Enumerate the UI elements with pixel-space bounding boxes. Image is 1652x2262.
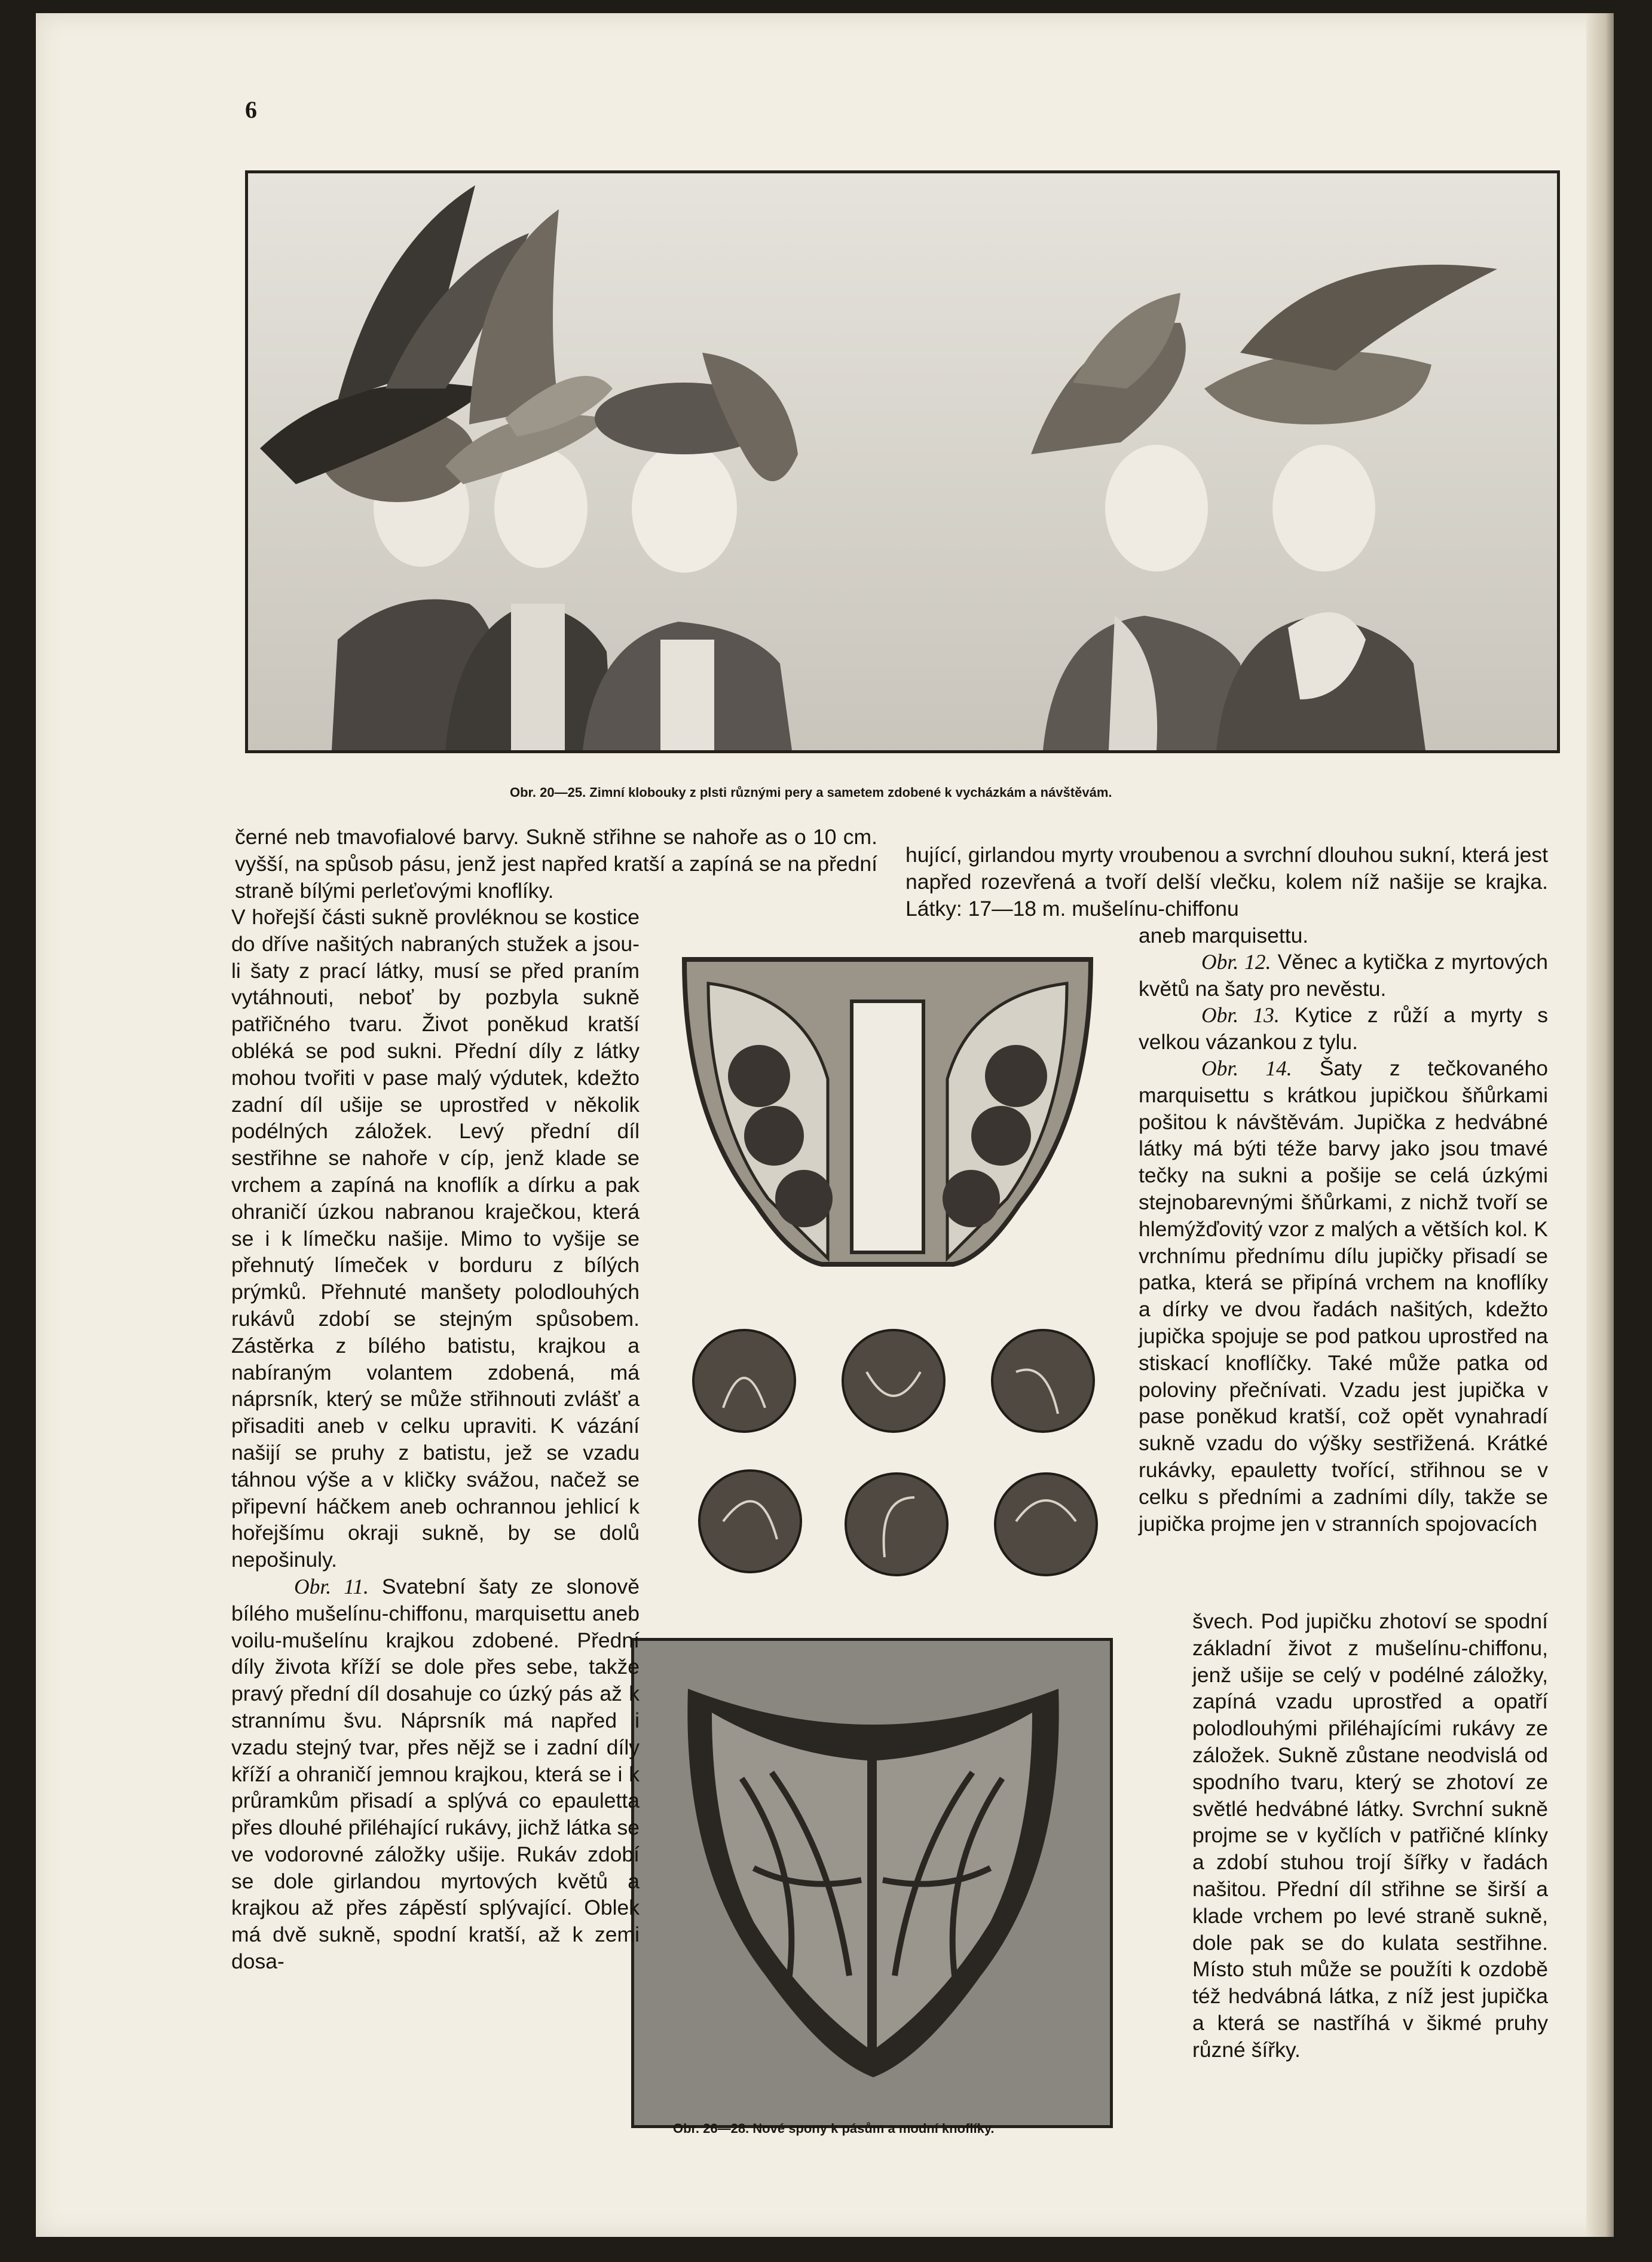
right-column-tail xyxy=(1192,1608,1548,2064)
buckle-illustration-upper xyxy=(672,947,1103,1282)
right-lead-end: aneb marquisettu. xyxy=(1139,924,1309,947)
right-lead-paragraph: hující, girlandou myrty vroubenou a svrchní dlouhou sukní, která jest napřed rozevřená a tvoří delší vlečku, kolem níž našije se krajka. Látky: 17—18 m. mušelínu-chiffonu xyxy=(905,843,1548,921)
obr13-text: Kytice z růží a myrty s velkou vázankou z tylu. xyxy=(1139,1003,1548,1054)
page-number: 6 xyxy=(245,96,257,123)
obr14-block xyxy=(1139,1055,1548,1537)
obr14-paragraph xyxy=(1139,1055,1548,1537)
right-column-lead xyxy=(905,842,1548,922)
obr11-paragraph xyxy=(231,1573,640,1975)
obr14-label: Obr. 14. xyxy=(1201,1056,1292,1080)
obr13-label: Obr. 13. xyxy=(1201,1003,1280,1027)
left-body-paragraph: V hořejší části sukně provléknou se kostice do dříve našitých nabraných stužek a jsou-li šaty z prací látky, musí se před praním vytáhnouti, neboť by pozbyla sukně patřičného tvaru. Život poněkud kratší obléká se pod sukni. Přední díly z látky mohou tvořiti v pase malý výdutek, kdežto zadní díl ušije se uprostřed v několik podélných záložek. Levý přední díl sestřihne se nahoře v cíp, jenž klade se vrchem a zapíná na knoflík a dírku a pak ohraničí úzkou nabranou kraječkou, která se i k límečku našije. Mimo to vyšije se přehnutý límeček v borduru z bílých prýmků. Přehnuté manšety polodlouhých rukávů zdobí se stejným spůsobem. Zástěrka z bílého batistu, krajkou a nabíraným volantem zdobená, má náprsník, který se může střihnouti zvlášť a přisaditi aneb v celku upraviti. K vázání našijí se pruhy z batistu, jež se vzadu táhnou výše a v kličky svážou, načež se připevní háčkem aneb ochrannou jehlicí k hořejšímu okraji sukně, by se dolů nepošinuly. xyxy=(231,905,640,1572)
hats-figure-caption: Obr. 20—25. Zimní klobouky z plsti různými pery a sametem zdobené k vycházkám a návštěvám. xyxy=(510,785,1112,800)
hats-drawing xyxy=(248,173,1557,750)
obr13-paragraph xyxy=(1139,1002,1548,1056)
obr13-block xyxy=(1139,1002,1548,1056)
obr12-paragraph xyxy=(1139,949,1548,1002)
obr12-label: Obr. 12. xyxy=(1201,950,1271,974)
hats-illustration xyxy=(245,170,1560,753)
obr14-text: Šaty z tečkovaného marquisettu s krátkou jupičkou šňůrkami pošitou k návštěvám. Jupička z hedvábné látky má býti téže barvy jako jsou tmavé tečky na sukni a pošije se celá úzkými stejnobarevnými šňůrkami, z nichž tvoří se hlemýžďovitý vzor z malých a větších kol. K vrchnímu přednímu dílu jupičky přisadí se patka, která se připíná vrchem na knoflíky a dírky ve dvou řadách našitých, kdežto jupička spojuje se pod patkou uprostřed na stiskací knoflíčky. Také může patka od poloviny přečnívati. Vzadu jest jupička v pase poněkud kratší, což opět vynahradí sukně vzadu do výšky sestřižená. Krátké rukávky, epauletty tvořící, střihnou se v celku s předními a zadními díly, takže se jupička projme jen v stranních spojovacích xyxy=(1139,1056,1548,1536)
right-column-lead-end xyxy=(1139,922,1548,949)
obr12-block xyxy=(1139,949,1548,1002)
left-column-lead xyxy=(235,824,877,904)
buckle-photograph xyxy=(631,1638,1113,2128)
obr12-text: Věnec a kytička z myrtových květů na šaty pro nevěstu. xyxy=(1139,950,1548,1001)
buttons-illustration xyxy=(687,1324,1100,1581)
page-gutter-shadow xyxy=(1586,13,1614,2237)
obr11-label: Obr. 11. xyxy=(294,1574,369,1598)
left-column-body xyxy=(231,904,640,1975)
left-lead-paragraph: černé neb tmavofialové barvy. Sukně střihne se nahoře as o 10 cm. vyšší, na spůsob pásu, jenž jest napřed kratší a zapíná se na přední straně bílými perleťovými knoflíky. xyxy=(235,825,877,903)
right-tail-paragraph: švech. Pod jupičku zhotoví se spodní základní život z mušelínu-chiffonu, jenž ušije se celý v podélné záložky, zapíná vzadu uprostřed a opatří polodlouhými přiléhajícími rukávy ze záložek. Sukně zůstane neodvislá od spodního tvaru, který se zhotoví ze světlé hedvábné látky. Svrchní sukně projme se v kyčlích v patřičné klínky a zdobí stuhou trojí šířky v řadách našitou. Přední díl střihne se širší a klade vrchem po levé straně sukně, dole pak se do kulata sestřihne. Místo stuh může se použíti k ozdobě též hedvábná látka, z níž jest jupička a která se nastříhá v šikmé pruhy různé šířky. xyxy=(1192,1609,1548,2062)
buckles-figure-caption: Obr. 26—28. Nové spony k pásům a modní knoflíky. xyxy=(673,2121,995,2136)
obr11-text: Svatební šaty ze slonově bílého mušelínu-chiffonu, marquisettu aneb voilu-mušelínu krajkou zdobené. Přední díly života kříží se dole přes sebe, takže pravý přední díl dosahuje co úzký pás až k strannímu švu. Náprsník má napřed i vzadu stejný tvar, přes nějž se i zadní díly kříží a ohraničí jemnou krajkou, která se i k průramkům přisadí a splývá co epauletta přes dlouhé přiléhající rukávy, jichž látka se ve vodorovné záložky ušije. Rukáv zdobí se dole girlandou myrtových květů a krajkou až přes zápěstí splývající. Oblek má dvě sukně, spodní kratší, až k zemi dosa- xyxy=(231,1574,640,1974)
buckle-photo-drawing xyxy=(634,1641,1110,2125)
